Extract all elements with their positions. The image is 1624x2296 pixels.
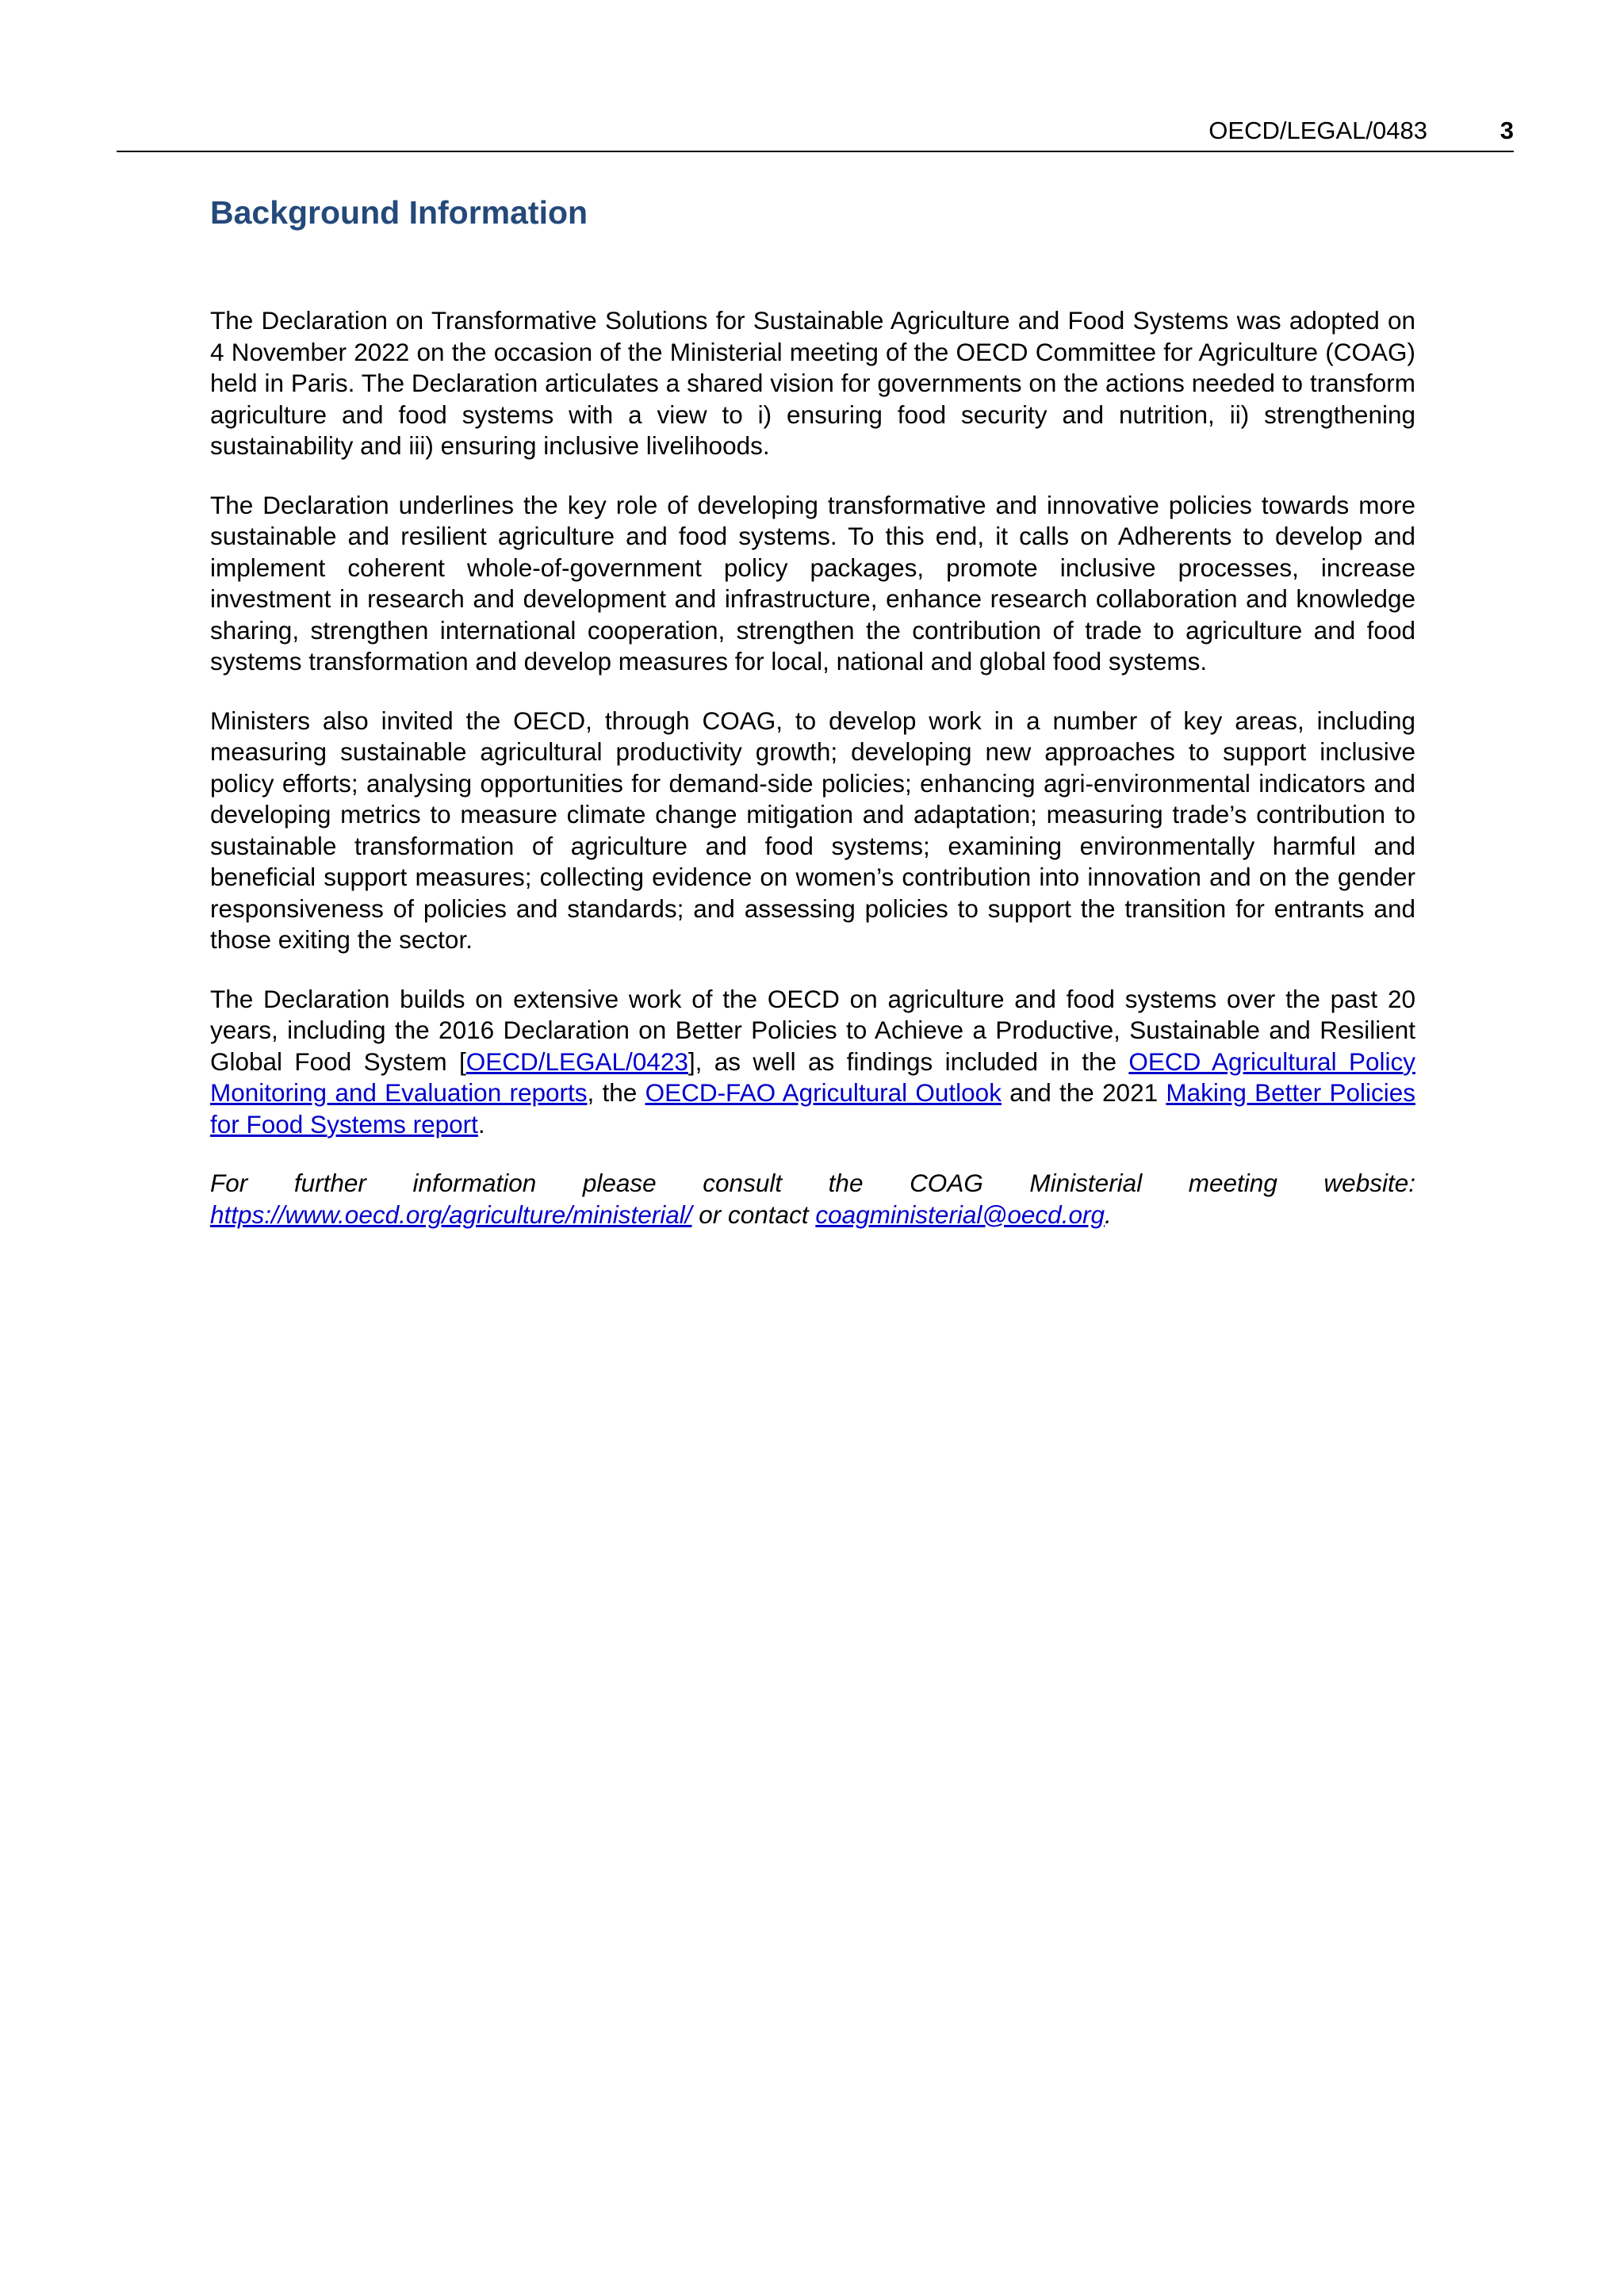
paragraph-work-areas: Ministers also invited the OECD, through COAG, to develop work in a number of key areas, including measuring sustainable agricultural productivity growth; developing new approaches to support inclusive policy efforts; analysing opportunities for demand-side policies; enhancing agri-environmental indicators and developing metrics to measure climate change mitigation and adaptation; measuring trade’s contribution to sustainable transformation of agriculture and food systems; examining environmentally harmful and beneficial support measures; collecting evidence on women’s contribution into innovation and on the gender responsiveness of policies and standards; and assessing policies to support the transition for entrants and those exiting the sector. bbox=[210, 706, 1415, 954]
link-contact-email[interactable]: coagministerial@oecd.org bbox=[815, 1200, 1105, 1229]
text-segment: , the bbox=[587, 1078, 645, 1107]
document-code: OECD/LEGAL/0483 bbox=[1208, 117, 1427, 144]
page-header bbox=[117, 115, 1514, 151]
text-segment: . bbox=[1104, 1200, 1112, 1229]
paragraph-builds-on bbox=[210, 984, 1415, 1141]
paragraph-adoption: The Declaration on Transformative Solutions for Sustainable Agriculture and Food Systems was adopted on 4 November 2022 on the occasion of the Ministerial meeting of the OECD Committee for Agriculture (COAG) held in Paris. The Declaration articulates a shared vision for governments on the actions needed to transform agriculture and food systems with a view to i) ensuring food security and nutrition, ii) strengthening sustainability and iii) ensuring inclusive livelihoods. bbox=[210, 306, 1415, 460]
link-better-policies-report[interactable]: Making Better Policies for Food Systems report bbox=[210, 1078, 1415, 1138]
link-oecd-legal-0423[interactable]: OECD/LEGAL/0423 bbox=[465, 1047, 688, 1076]
text-segment: For further information please consult the COAG Ministerial meeting website: bbox=[210, 1169, 1415, 1197]
body-text bbox=[210, 305, 1415, 1258]
text-segment: or contact bbox=[691, 1200, 816, 1229]
section-title: Background Information bbox=[210, 194, 588, 231]
paragraph-further-info bbox=[210, 1168, 1415, 1230]
link-ministerial-website[interactable]: https://www.oecd.org/agriculture/ministerial/ bbox=[210, 1200, 692, 1229]
page-number: 3 bbox=[1500, 117, 1514, 144]
text-segment: The Declaration builds on extensive work of the OECD on agriculture and food systems over the past 20 years, including the 2016 Declaration on Better Policies to Achieve a Productive, Sustainable and Resilient Global Food System [ bbox=[210, 984, 1415, 1076]
text-segment: ], as well as findings included in the bbox=[688, 1047, 1129, 1076]
header-divider bbox=[117, 151, 1514, 152]
link-monitoring-evaluation-reports[interactable]: OECD Agricultural Policy Monitoring and Evaluation reports bbox=[210, 1047, 1415, 1107]
paragraph-key-role: The Declaration underlines the key role of developing transformative and innovative policies towards more sustainable and resilient agriculture and food systems. To this end, it calls on Adherents to develop and implement coherent whole-of-government policy packages, promote inclusive processes, increase investment in research and development and infrastructure, enhance research collaboration and knowledge sharing, strengthen international cooperation, strengthen the contribution of trade to agriculture and food systems transformation and develop measures for local, national and global food systems. bbox=[210, 490, 1415, 675]
link-oecd-fao-outlook[interactable]: OECD-FAO Agricultural Outlook bbox=[645, 1078, 1002, 1107]
text-segment: and the 2021 bbox=[1001, 1078, 1166, 1107]
text-segment: . bbox=[477, 1109, 485, 1138]
